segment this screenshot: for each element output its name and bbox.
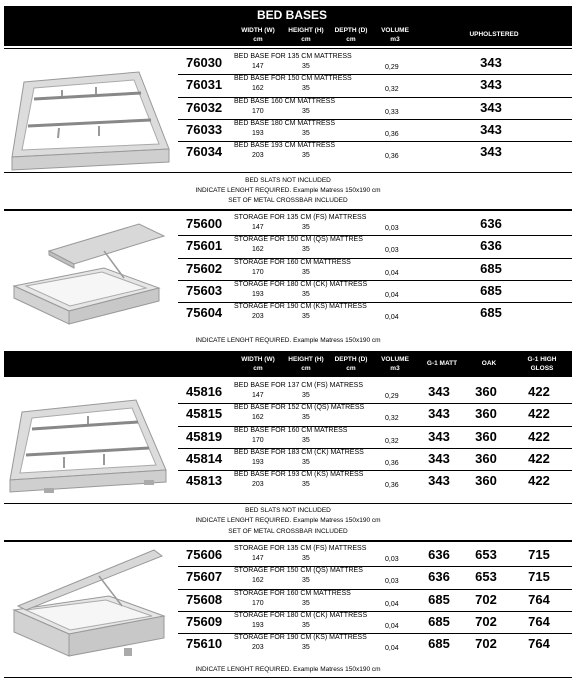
col-width: WIDTH (W) cm [241,356,275,372]
width-value: 170 [252,436,264,444]
volume-value: 0,32 [385,86,399,94]
price-g1-matt: 343 [428,450,450,466]
col-g1-matt: G-1 MATT [426,360,458,367]
volume-value: 0,03 [385,578,399,586]
price-g1-matt: 343 [428,406,450,422]
height-value: 35 [302,85,310,93]
width-value: 162 [252,246,264,254]
volume-value: 0,32 [385,437,399,445]
price-g1-matt: 685 [428,613,450,629]
volume-value: 0,36 [385,130,399,138]
volume-value: 0,03 [385,247,399,255]
height-value: 35 [302,246,310,254]
width-value: 193 [252,290,264,298]
price-g1-matt: 685 [428,636,450,652]
price-oak: 360 [475,428,497,444]
width-value: 147 [252,555,264,562]
width-value: 203 [252,313,264,321]
width-value: 147 [252,63,264,70]
price-g1-matt: 636 [428,569,450,585]
price-g1-high-gloss: 422 [528,450,550,466]
height-value: 35 [302,152,310,160]
row-separator [178,426,572,427]
product-description: STORAGE FOR 180 CM (CK) MATTRESS [234,280,368,288]
product-description: BED BASE FOR 135 CM MATTRESS [234,53,352,60]
col-volume: VOLUME m3 [381,27,409,43]
product-code: 45813 [186,473,223,489]
width-value: 162 [252,85,264,93]
col-upholstered: UPHOLSTERED [469,31,519,38]
height-value: 35 [302,107,310,115]
product-description: BED BASE FOR 183 CM (CK) MATRESS [234,448,364,456]
price-upholstered: 685 [480,305,502,321]
width-value: 170 [252,268,264,276]
product-code: 75610 [186,636,223,652]
width-value: 147 [252,224,264,231]
product-code: 75609 [186,613,223,629]
row-separator [178,74,572,75]
product-description: STORAGE FOR 150 CM (QS) MATTRES [234,236,363,244]
note: BED SLATS NOT INCLUDED [245,507,331,514]
width-value: 170 [252,599,264,607]
price-oak: 702 [475,591,497,607]
height-value: 35 [302,621,310,629]
price-g1-high-gloss: 764 [528,591,550,607]
price-g1-matt: 685 [428,591,450,607]
volume-value: 0,04 [385,622,399,630]
width-value: 203 [252,152,264,160]
product-description: BED BASE FOR 160 CM MATRESS [234,426,348,434]
col-depth: DEPTH (D) cm [334,27,368,43]
price-oak: 360 [475,473,497,489]
note: INDICATE LENGHT REQUIRED. Example Matress 150x190 cm [195,187,381,194]
volume-value: 0,04 [385,600,399,608]
storage-bed-image [4,216,174,331]
volume-value: 0,04 [385,269,399,277]
volume-value: 0,36 [385,482,399,490]
price-oak: 702 [475,636,497,652]
product-description: STORAGE FOR 190 CM (KS) MATTRESS [234,303,367,311]
note: BED SLATS NOT INCLUDED [245,177,331,184]
product-code: 75601 [186,238,223,254]
product-code: 75607 [186,569,223,585]
row-separator [178,589,572,590]
product-description: BED BASE 180 CM MATTRESS [234,119,336,127]
volume-value: 0,04 [385,291,399,299]
product-code: 45816 [186,384,223,399]
height-value: 35 [302,644,310,652]
product-description: STORAGE FOR 135 CM (FS) MATTRESS [234,214,367,221]
product-code: 75600 [186,216,223,231]
price-g1-high-gloss: 764 [528,613,550,629]
row-separator [178,97,572,98]
header-bar-1 [4,6,572,46]
volume-value: 0,03 [385,225,399,232]
row-separator [178,611,572,612]
product-code: 45814 [186,450,223,466]
product-code: 75608 [186,591,223,607]
width-value: 203 [252,481,264,489]
height-value: 35 [302,577,310,585]
col-height: HEIGHT (H) cm [288,27,324,43]
product-description: STORAGE FOR 180 CM (CK) MATTRESS [234,611,368,619]
row-separator [178,470,572,471]
product-description: BED BASE FOR 150 CM MATTRESS [234,75,352,83]
bed-base-frame-image-2 [4,382,174,497]
height-value: 35 [302,436,310,444]
width-value: 193 [252,621,264,629]
col-g1-high-gloss: G-1 HIGH GLOSS [527,356,557,372]
height-value: 35 [302,555,310,562]
product-code: 76031 [186,77,223,93]
width-value: 193 [252,129,264,137]
price-g1-matt: 343 [428,384,450,399]
price-g1-matt: 636 [428,547,450,562]
row-separator [178,566,572,567]
bed-base-frame-image [4,54,174,172]
product-description: STORAGE FOR 160 CM MATTRESS [234,258,351,266]
row-separator [178,448,572,449]
note: INDICATE LENGHT REQUIRED. Example Matress 150x190 cm [195,517,381,524]
height-value: 35 [302,268,310,276]
row-separator [178,258,572,259]
price-g1-high-gloss: 422 [528,406,550,422]
volume-value: 0,33 [385,108,399,116]
height-value: 35 [302,313,310,321]
volume-value: 0,03 [385,556,399,563]
note: INDICATE LENGHT REQUIRED. Example Matress 150x190 cm [195,337,381,344]
price-oak: 702 [475,613,497,629]
row-separator [178,119,572,120]
product-code: 75603 [186,282,223,298]
width-value: 203 [252,644,264,652]
product-code: 76034 [186,144,223,160]
height-value: 35 [302,63,310,70]
product-description: BED BASE FOR 152 CM (QS) MATRESS [234,404,365,412]
volume-value: 0,29 [385,393,399,400]
width-value: 162 [252,414,264,422]
note: SET OF METAL CROSSBAR INCLUDED [228,528,348,535]
row-separator [178,141,572,142]
volume-value: 0,04 [385,314,399,322]
row-separator [178,280,572,281]
price-g1-high-gloss: 715 [528,547,550,562]
price-upholstered: 343 [480,144,502,160]
row-separator [178,302,572,303]
price-upholstered: 343 [480,77,502,93]
product-code: 75606 [186,547,223,562]
width-value: 193 [252,458,264,466]
row-separator [178,633,572,634]
note: INDICATE LENGHT REQUIRED. Example Matress 150x190 cm [195,666,381,673]
volume-value: 0,32 [385,415,399,423]
height-value: 35 [302,599,310,607]
price-oak: 653 [475,547,497,562]
product-code: 45819 [186,428,223,444]
width-value: 162 [252,577,264,585]
price-g1-matt: 343 [428,428,450,444]
height-value: 35 [302,481,310,489]
product-code: 76032 [186,99,223,115]
price-oak: 360 [475,450,497,466]
price-g1-high-gloss: 422 [528,473,550,489]
storage-bed-image-2 [4,548,174,663]
price-g1-high-gloss: 422 [528,384,550,399]
height-value: 35 [302,458,310,466]
width-value: 170 [252,107,264,115]
product-description: BED BASE 193 CM MATTRESS [234,142,336,150]
height-value: 35 [302,224,310,231]
product-code: 75602 [186,260,223,276]
volume-value: 0,36 [385,153,399,161]
price-upholstered: 685 [480,282,502,298]
product-description: STORAGE FOR 135 CM (FS) MATTRESS [234,545,367,552]
col-width: WIDTH (W) cm [241,27,275,43]
height-value: 35 [302,414,310,422]
price-g1-matt: 343 [428,473,450,489]
product-code: 45815 [186,406,223,422]
row-separator [178,235,572,236]
price-g1-high-gloss: 422 [528,428,550,444]
price-oak: 360 [475,384,497,399]
price-oak: 360 [475,406,497,422]
product-code: 75604 [186,305,223,321]
header-bar-2 [4,351,572,377]
price-upholstered: 636 [480,216,502,231]
height-value: 35 [302,129,310,137]
product-description: STORAGE FOR 190 CM (KS) MATTRESS [234,634,367,642]
volume-value: 0,29 [385,64,399,71]
price-upholstered: 343 [480,121,502,137]
product-description: BED BASE FOR 137 CM (FS) MATRESS [234,382,364,389]
page-title: BED BASES [256,8,327,22]
col-oak: OAK [481,360,497,367]
price-g1-high-gloss: 764 [528,636,550,652]
price-upholstered: 636 [480,238,502,254]
price-oak: 653 [475,569,497,585]
product-description: BED BASE FOR 193 CM (KS) MATRESS [234,471,364,479]
col-depth: DEPTH (D) cm [334,356,368,372]
product-description: STORAGE FOR 160 CM MATTRESS [234,589,351,597]
price-upholstered: 685 [480,260,502,276]
product-description: STORAGE FOR 150 CM (QS) MATTRES [234,567,363,575]
product-code: 76030 [186,55,223,70]
product-description: BED BASE 160 CM MATTRESS [234,97,336,105]
price-upholstered: 343 [480,99,502,115]
note: SET OF METAL CROSSBAR INCLUDED [228,197,348,204]
width-value: 147 [252,392,264,399]
height-value: 35 [302,290,310,298]
height-value: 35 [302,392,310,399]
row-separator [178,403,572,404]
price-upholstered: 343 [480,55,502,70]
volume-value: 0,36 [385,459,399,467]
price-g1-high-gloss: 715 [528,569,550,585]
volume-value: 0,04 [385,645,399,653]
col-height: HEIGHT (H) cm [288,356,324,372]
product-code: 76033 [186,121,223,137]
col-volume: VOLUME m3 [381,356,409,372]
